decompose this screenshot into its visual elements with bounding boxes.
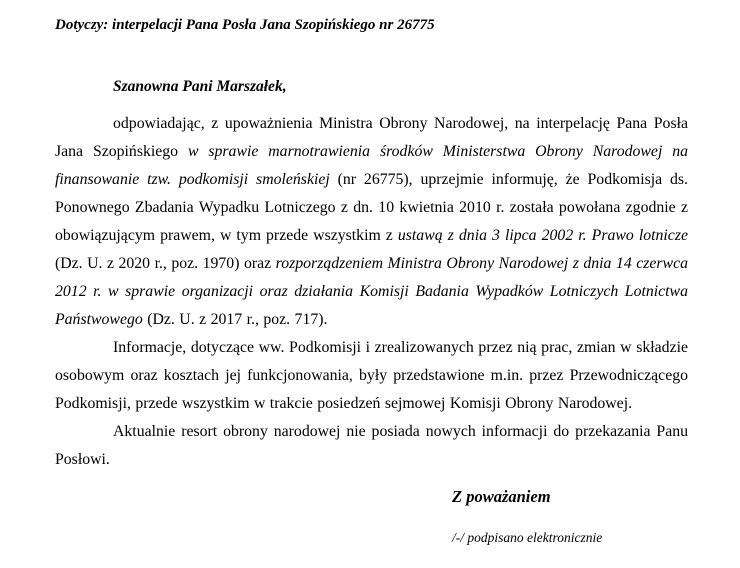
letter-body [55, 110, 688, 474]
closing-phrase: Z poważaniem [452, 487, 551, 506]
text-run: (Dz. U. z 2017 r., poz. 717). [147, 311, 328, 328]
text-run: odpowiadając, z upoważnienia Ministra Obrony Narodowej, na interpelację Pana Posła Jana Szopińskiego [55, 115, 688, 160]
text-run: (Dz. U. z 2020 r., poz. 1970) oraz [55, 255, 276, 272]
body-paragraph [55, 418, 688, 474]
italic-run: w sprawie marnotrawienia środków Ministerstwa Obrony Narodowej na finansowanie tzw. podkomisji smoleńskiej [55, 143, 689, 188]
body-paragraph [55, 110, 688, 334]
salutation: Szanowna Pani Marszałek, [113, 78, 287, 95]
text-run: Informacje, dotyczące ww. Podkomisji i zrealizowanych przez nią prac, zmian w składzie osobowym oraz kosztach jej funkcjonowania, były przedstawione m.in. przez Przewodniczącego Podkomisji, przede wszystkim w trakcie posiedzeń sejmowej Komisji Obrony Narodowej. [55, 339, 688, 412]
italic-run: ustawą z dnia 3 lipca 2002 r. Prawo lotnicze [397, 227, 688, 244]
italic-run: rozporządzeniem Ministra Obrony Narodowej z dnia 14 czerwca 2012 r. w sprawie organizacji oraz działania Komisji Badania Wypadków Lotniczych Lotnictwa Państwowego [55, 255, 688, 328]
electronic-signature-note: /-/ podpisano elektronicznie [452, 530, 603, 545]
text-run: (nr 26775), uprzejmie informuję, że Podkomisja ds. Ponownego Zbadania Wypadku Lotniczego z dn. 10 kwietnia 2010 r. została powołana zgodnie z obowiązującym prawem, w tym przede wszystkim z [55, 171, 688, 244]
text-run: Aktualnie resort obrony narodowej nie posiada nowych informacji do przekazania Panu Posłowi. [55, 423, 688, 468]
subject-line: Dotyczy: interpelacji Pana Posła Jana Szopińskiego nr 26775 [55, 17, 435, 33]
body-paragraph [55, 334, 688, 418]
